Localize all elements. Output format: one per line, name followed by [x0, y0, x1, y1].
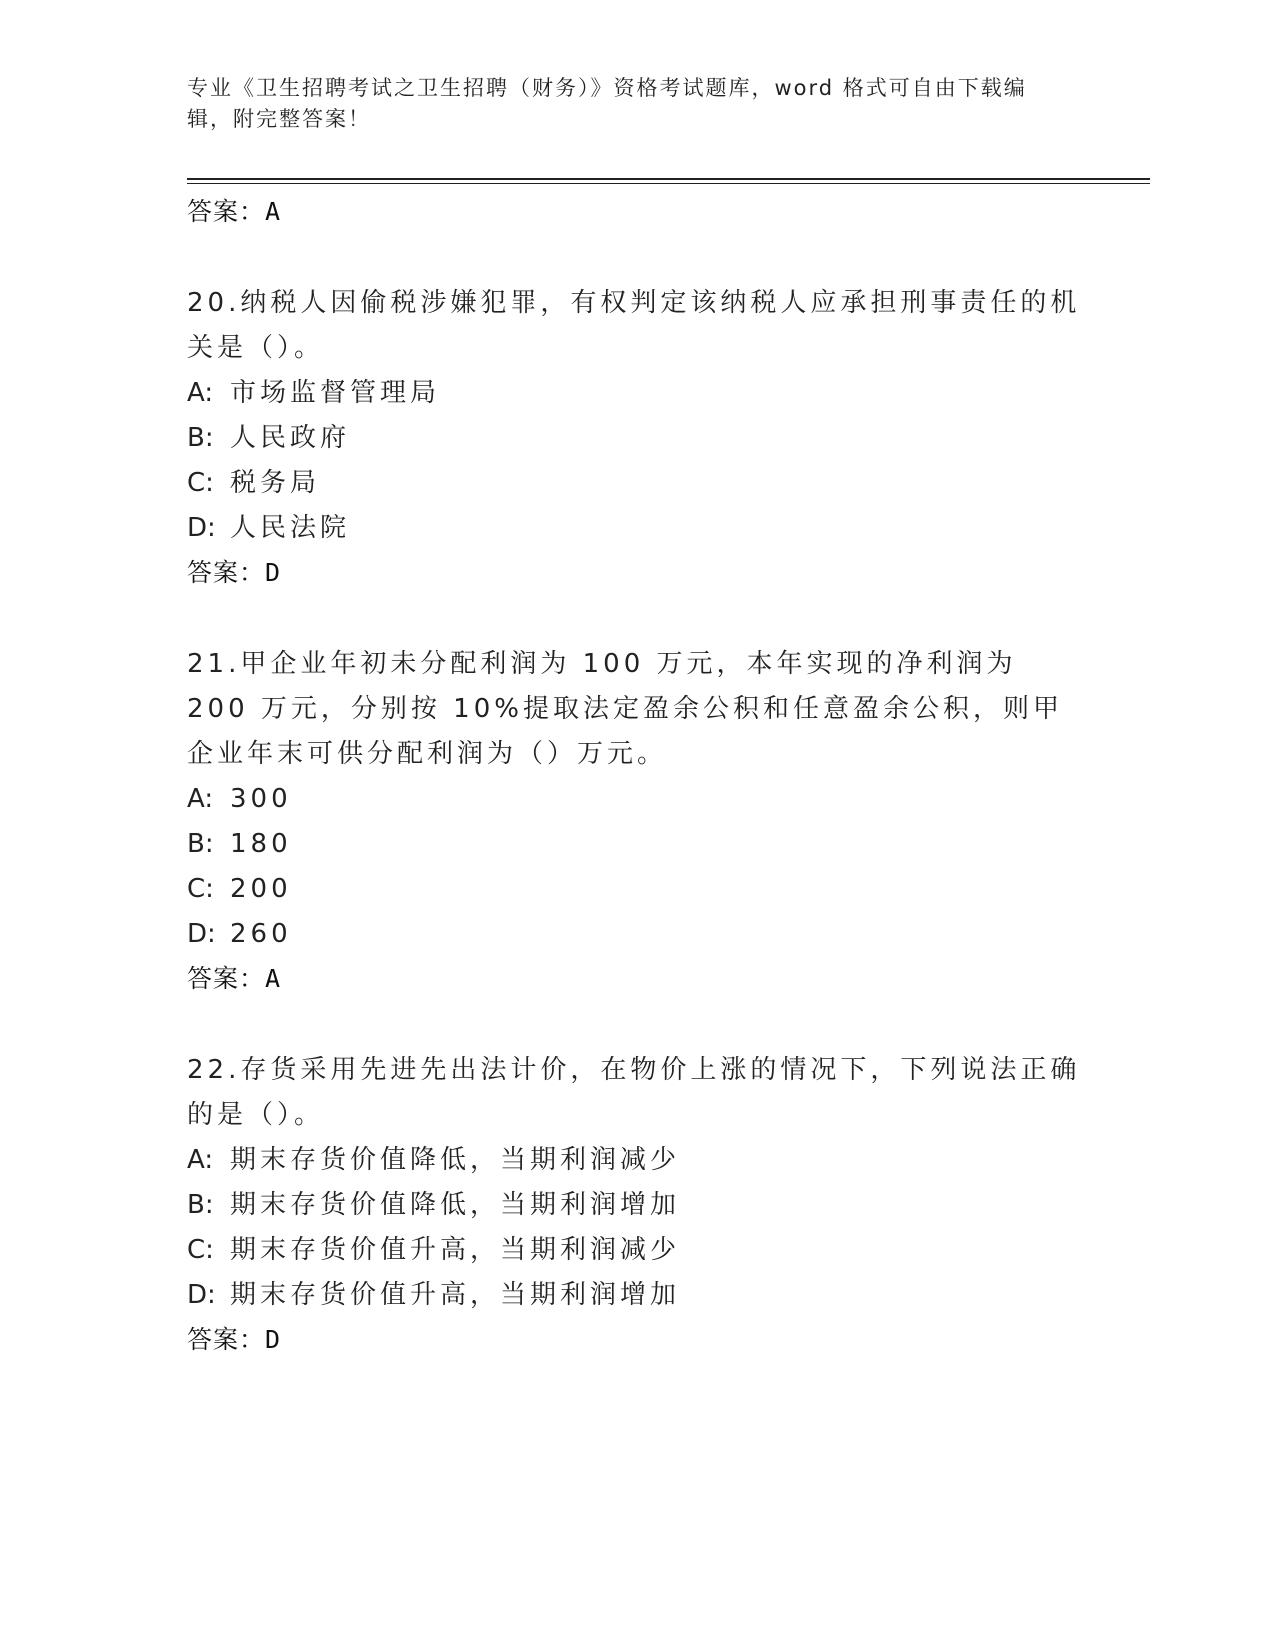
question-number: 21. — [187, 649, 241, 679]
option-text: 税务局 — [230, 468, 321, 498]
answer-line — [187, 1318, 1087, 1362]
option-c — [187, 1228, 1087, 1273]
option-key: C: — [187, 874, 214, 904]
option-text: 人民政府 — [230, 423, 351, 453]
option-key: B: — [187, 829, 214, 859]
option-key: D: — [187, 1280, 216, 1310]
option-b — [187, 416, 1087, 461]
question-block — [187, 642, 1087, 1001]
answer-label: 答案： — [187, 558, 266, 587]
option-key: D: — [187, 919, 216, 949]
question-block — [187, 281, 1087, 595]
question-number: 20. — [187, 288, 241, 318]
question-text — [187, 642, 1087, 777]
question-text — [187, 281, 1087, 371]
option-key: A: — [187, 784, 214, 814]
option-d — [187, 506, 1087, 551]
question-text — [187, 1048, 1087, 1138]
option-text: 300 — [230, 784, 292, 814]
option-d — [187, 1273, 1087, 1318]
question-number: 22. — [187, 1055, 241, 1085]
option-d — [187, 912, 1087, 957]
option-key: C: — [187, 1235, 214, 1265]
option-text: 期末存货价值降低，当期利润增加 — [230, 1190, 681, 1220]
question-stem: 纳税人因偷税涉嫌犯罪，有权判定该纳税人应承担刑事责任的机关是（）。 — [187, 288, 1081, 363]
document-body — [187, 190, 1087, 1362]
option-b — [187, 822, 1087, 867]
option-b — [187, 1183, 1087, 1228]
option-text: 市场监督管理局 — [230, 378, 441, 408]
option-text: 人民法院 — [230, 513, 351, 543]
answer-line — [187, 551, 1087, 595]
answer-label: 答案： — [187, 197, 266, 226]
document-header: 专业《卫生招聘考试之卫生招聘（财务）》资格考试题库，word 格式可自由下载编辑，附完整答案！ — [187, 76, 1027, 131]
option-a — [187, 371, 1087, 416]
answer-value: D — [265, 558, 282, 587]
option-key: A: — [187, 378, 214, 408]
option-a — [187, 1138, 1087, 1183]
answer-line — [187, 957, 1087, 1001]
option-a — [187, 777, 1087, 822]
option-text: 期末存货价值升高，当期利润减少 — [230, 1235, 681, 1265]
question-stem: 存货采用先进先出法计价，在物价上涨的情况下，下列说法正确的是（）。 — [187, 1055, 1081, 1130]
question-stem: 甲企业年初未分配利润为 100 万元，本年实现的净利润为 200 万元，分别按 10%提取法定盈余公积和任意盈余公积，则甲企业年末可供分配利润为（）万元。 — [187, 649, 1063, 769]
option-c — [187, 867, 1087, 912]
question-block — [187, 1048, 1087, 1362]
answer-line — [187, 190, 1087, 234]
answer-value: A — [265, 964, 282, 993]
option-key: B: — [187, 1190, 214, 1220]
option-key: A: — [187, 1145, 214, 1175]
header-divider — [187, 178, 1150, 184]
answer-value: A — [265, 197, 282, 226]
option-c — [187, 461, 1087, 506]
option-text: 200 — [230, 874, 292, 904]
option-key: D: — [187, 513, 216, 543]
option-text: 期末存货价值升高，当期利润增加 — [230, 1280, 681, 1310]
answer-label: 答案： — [187, 1325, 266, 1354]
option-text: 期末存货价值降低，当期利润减少 — [230, 1145, 681, 1175]
option-text: 260 — [230, 919, 292, 949]
answer-label: 答案： — [187, 964, 266, 993]
answer-value: D — [265, 1325, 282, 1354]
option-text: 180 — [230, 829, 292, 859]
option-key: B: — [187, 423, 214, 453]
option-key: C: — [187, 468, 214, 498]
